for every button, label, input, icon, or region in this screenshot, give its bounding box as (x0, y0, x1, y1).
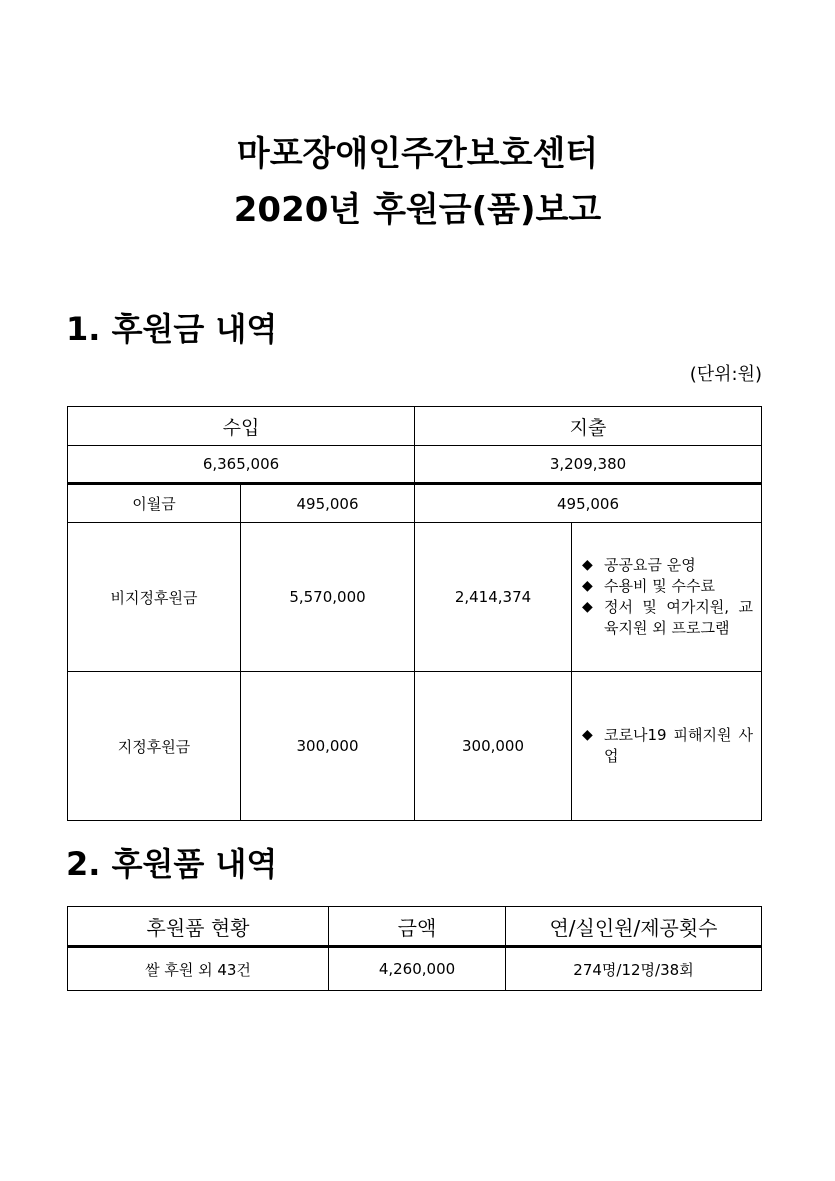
table-row (68, 947, 762, 991)
table-cell: 274명/12명/38회 (506, 947, 762, 991)
diamond-bullet-icon: ◆ (582, 557, 593, 573)
diamond-bullet-icon: ◆ (582, 727, 593, 743)
row-label: 지정후원금 (68, 672, 241, 821)
row-expense: 495,006 (415, 484, 762, 523)
expense-header: 지출 (415, 407, 762, 446)
column-header: 연/실인원/제공횟수 (506, 907, 762, 947)
row-memo (572, 523, 762, 672)
row-income: 495,006 (241, 484, 415, 523)
section2-heading: 2. 후원품 내역 (66, 845, 278, 883)
column-header: 금액 (329, 907, 506, 947)
table-total-row (68, 446, 762, 484)
unit-label: (단위:원) (689, 364, 762, 385)
row-memo (572, 672, 762, 821)
donation-money-table (67, 406, 762, 821)
table-header-row (68, 907, 762, 947)
row-label: 이월금 (68, 484, 241, 523)
expense-total: 3,209,380 (415, 446, 762, 484)
row-expense: 2,414,374 (415, 523, 572, 672)
list-item: ◆ 코로나19 피해지원 사업 (582, 726, 753, 765)
donation-goods-table (67, 906, 762, 991)
memo-list (572, 555, 761, 639)
column-header: 후원품 현황 (68, 907, 329, 947)
table-row (68, 523, 762, 672)
row-label: 비지정후원금 (68, 523, 241, 672)
row-expense: 300,000 (415, 672, 572, 821)
memo-list (572, 725, 761, 767)
table-row (68, 484, 762, 523)
table-row (68, 672, 762, 821)
income-total: 6,365,006 (68, 446, 415, 484)
diamond-bullet-icon: ◆ (582, 599, 593, 615)
income-header: 수입 (68, 407, 415, 446)
list-item: ◆ 공공요금 운영 (582, 556, 696, 574)
table-header-row (68, 407, 762, 446)
diamond-bullet-icon: ◆ (582, 578, 593, 594)
list-item: ◆ 수용비 및 수수료 (582, 577, 715, 595)
table-cell: 쌀 후원 외 43건 (68, 947, 329, 991)
page-title-line1: 마포장애인주간보호센터 (236, 134, 599, 174)
row-income: 5,570,000 (241, 523, 415, 672)
list-item: ◆ 정서 및 여가지원, 교육지원 외 프로그램 (582, 598, 753, 637)
page-title-line2: 2020년 후원금(품)보고 (233, 190, 602, 230)
table-cell: 4,260,000 (329, 947, 506, 991)
section1-heading: 1. 후원금 내역 (66, 310, 278, 348)
row-income: 300,000 (241, 672, 415, 821)
